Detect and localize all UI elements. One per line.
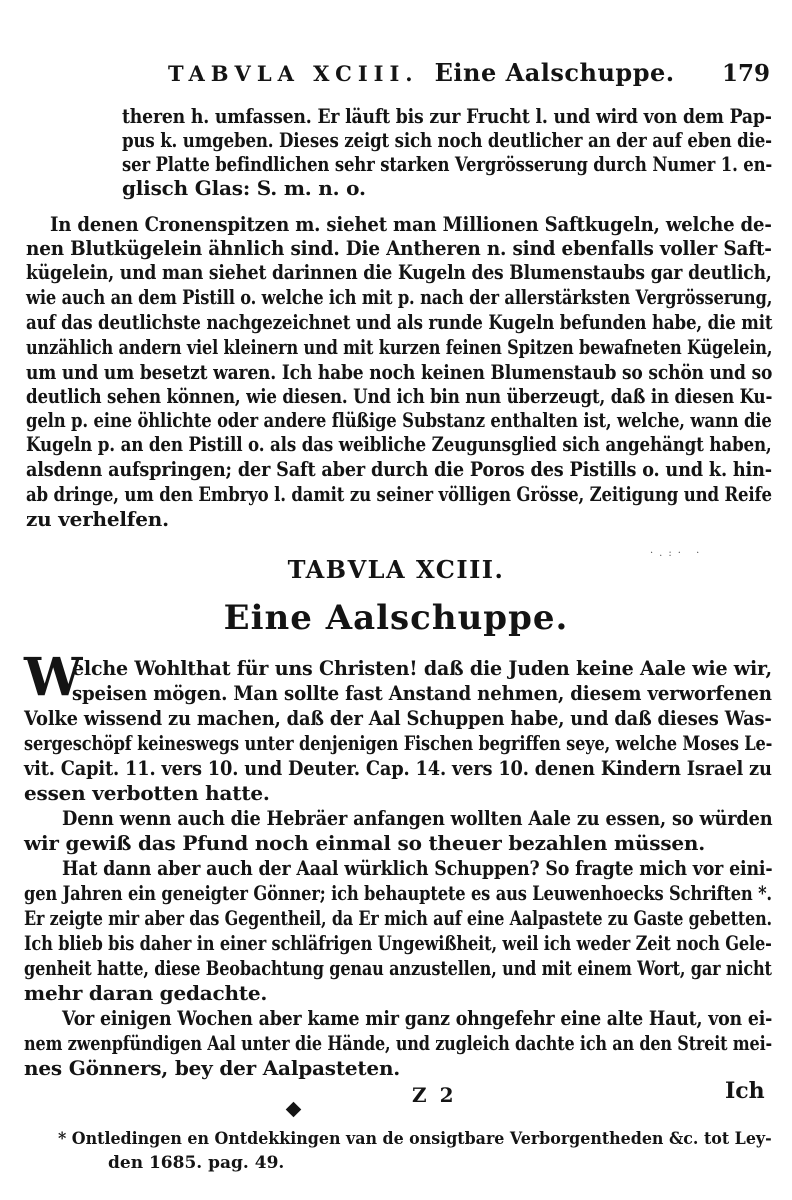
- running-head-tabula: TABVLA XCIII.: [168, 61, 419, 86]
- body-line: genheit hatte, diese Beobachtung genau anzustellen, und mit einem Wort, gar nicht: [24, 956, 772, 980]
- running-head: [168, 58, 675, 87]
- continuation-line: glisch Glas: S. m. n. o.: [122, 176, 366, 200]
- paragraph-line: nen Blutkügelein ähnlich sind. Die Antheren n. sind ebenfalls voller Saft-: [26, 236, 772, 260]
- body-line: Ich blieb bis daher in einer schläfrigen Ungewißheit, weil ich weder Zeit noch Gele-: [24, 931, 772, 955]
- signature-mark: Z 2: [412, 1083, 457, 1107]
- paragraph-line: wie auch an dem Pistill o. welche ich mit p. nach der allerstärksten Vergrösserung,: [26, 285, 773, 309]
- body-line: nem zwenpfündigen Aal unter die Hände, und zugleich dachte ich an den Streit mei-: [24, 1031, 772, 1055]
- body-line: elche Wohlthat für uns Christen! daß die Juden keine Aale wie wir,: [72, 656, 772, 680]
- paragraph-line: deutlich sehen können, wie diesen. Und ich bin nun überzeugt, daß in diesen Ku-: [26, 384, 773, 408]
- catchword: Ich: [725, 1078, 765, 1104]
- paragraph-line: zu verhelfen.: [26, 507, 169, 531]
- body-line: vit. Capit. 11. vers 10. und Deuter. Cap. 14. vers 10. denen Kindern Israel zu: [24, 756, 772, 780]
- paragraph-line: alsdenn aufspringen; der Saft aber durch die Poros des Pistills o. und k. hin-: [26, 457, 772, 481]
- continuation-line: theren h. umfassen. Er läuft bis zur Frucht l. und wird von dem Pap-: [122, 104, 772, 128]
- continuation-line: ser Platte befindlichen sehr starken Vergrösserung durch Numer 1. en-: [122, 152, 773, 176]
- body-line: gen Jahren ein geneigter Gönner; ich behauptete es aus Leuwenhoecks Schriften *.: [24, 881, 772, 905]
- body-line: mehr daran gedachte.: [24, 981, 268, 1005]
- body-line: sergeschöpf keineswegs unter denjenigen Fischen begriffen seye, welche Moses Le-: [24, 731, 773, 755]
- paragraph-line: um und um besetzt waren. Ich habe noch keinen Blumenstaub so schön und so: [26, 360, 773, 384]
- paragraph-line: auf das deutlichste nachgezeichnet und als runde Kugeln befunden habe, die mit: [26, 310, 773, 334]
- continuation-line: pus k. umgeben. Dieses zeigt sich noch deutlicher an der auf eben die-: [122, 128, 772, 152]
- body-line: nes Gönners, bey der Aalpasteten.: [24, 1056, 401, 1080]
- running-head-title: Eine Aalschuppe.: [434, 58, 675, 87]
- body-line: Hat dann aber auch der Aaal würklich Schuppen? So fragte mich vor eini-: [62, 856, 773, 880]
- body-line: Denn wenn auch die Hebräer anfangen wollten Aale zu essen, so würden: [62, 806, 773, 830]
- body-line: Er zeigte mir aber das Gegentheil, da Er mich auf eine Aalpastete zu Gaste gebetten.: [24, 906, 772, 930]
- print-specks: ·.:· ·: [650, 548, 706, 559]
- footnote-line: den 1685. pag. 49.: [108, 1153, 285, 1173]
- section-subtitle: Eine Aalschuppe.: [223, 598, 569, 638]
- section-tabula: TABVLA XCIII.: [287, 555, 505, 584]
- paragraph-line: In denen Cronenspitzen m. siehet man Millionen Saftkugeln, welche de-: [50, 212, 772, 236]
- body-line: essen verbotten hatte.: [24, 781, 270, 805]
- body-line: Vor einigen Wochen aber kame mir ganz ohngefehr eine alte Haut, von ei-: [62, 1006, 773, 1030]
- paragraph-line: ab dringe, um den Embryo l. damit zu seiner völligen Grösse, Zeitigung und Reife: [26, 482, 772, 506]
- body-line: Volke wissend zu machen, daß der Aal Schuppen habe, und daß dieses Was-: [24, 706, 772, 730]
- paragraph-line: unzählich andern viel kleinern und mit kurzen feinen Spitzen bewafneten Kügelein,: [26, 335, 773, 359]
- paragraph-line: Kugeln p. an den Pistill o. als das weibliche Zeugunsglied sich angehängt haben,: [26, 432, 772, 456]
- page-number: 179: [722, 60, 771, 87]
- paragraph-line: kügelein, und man siehet darinnen die Kugeln des Blumenstaubs gar deutlich,: [26, 260, 772, 284]
- body-line: wir gewiß das Pfund noch einmal so theuer bezahlen müssen.: [24, 831, 706, 855]
- paragraph-line: geln p. eine öhlichte oder andere flüßige Substanz enthalten ist, welche, wann die: [26, 408, 772, 432]
- body-line: speisen mögen. Man sollte fast Anstand nehmen, diesem verworfenen: [72, 681, 772, 705]
- ornament-bullet: [286, 1102, 302, 1118]
- drop-initial: W: [24, 647, 83, 708]
- footnote-line: * Ontledingen en Ontdekkingen van de onsigtbare Verborgentheden &c. tot Ley-: [58, 1129, 772, 1149]
